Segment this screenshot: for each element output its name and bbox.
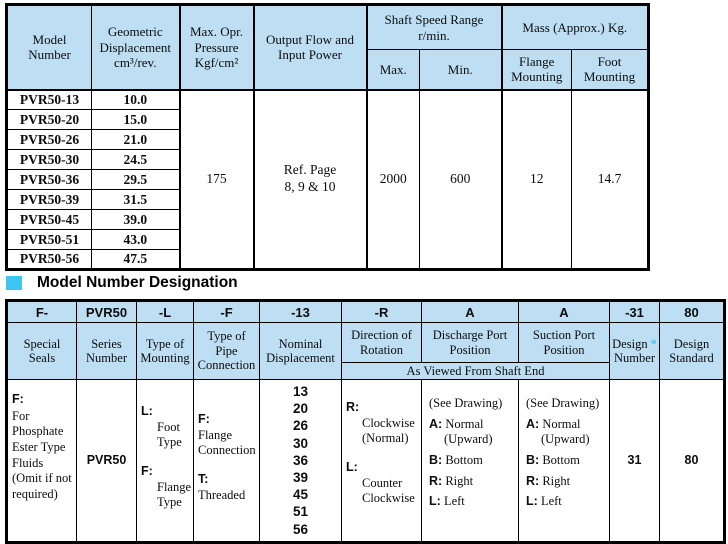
model-cell: PVR50-26 (7, 130, 92, 150)
label-nominal-displacement: Nominal Displacement (260, 323, 342, 380)
label-special-seals: Special Seals (7, 323, 77, 380)
code-cell: -13 (260, 301, 342, 323)
model-cell: PVR50-56 (7, 250, 92, 270)
port-option (526, 474, 605, 490)
see-drawing-note: (See Drawing) (526, 396, 600, 410)
port-option (526, 453, 605, 469)
shaft-max-cell: 2000 (367, 90, 420, 270)
pipe-connection-cell (194, 380, 260, 543)
displacement-cell: 21.0 (92, 130, 180, 150)
port-option-code: R: (526, 473, 540, 488)
header-max-pressure: Max. Opr. Pressure Kgf/cm² (180, 5, 254, 90)
displacement-cell: 47.5 (92, 250, 180, 270)
design-number-asterisk: * (650, 336, 657, 351)
port-option-continuation: (Upward) (541, 432, 590, 447)
port-option-label: Right (542, 473, 571, 488)
option-label: Flange Connection (198, 427, 256, 458)
header-model-number: Model Number (7, 5, 92, 90)
model-cell: PVR50-45 (7, 210, 92, 230)
displacement-cell: 29.5 (92, 170, 180, 190)
label-direction-of-rotation: Direction of Rotation (342, 323, 422, 363)
displacement-cell: 24.5 (92, 150, 180, 170)
displacement-option: 30 (292, 435, 309, 451)
port-option-label: Normal (445, 416, 484, 431)
port-option-label: Left (443, 494, 465, 509)
option-code: T: (198, 471, 209, 486)
port-option (429, 453, 514, 469)
port-option-continuation: (Upward) (444, 432, 493, 447)
header-shaft-speed-range: Shaft Speed Range r/min. (367, 5, 502, 50)
ref-page-line2: 8, 9 & 10 (284, 179, 336, 195)
header-foot-mounting: Foot Mounting (572, 50, 649, 90)
displacement-option: 45 (292, 487, 309, 503)
header-flange-mounting: Flange Mounting (502, 50, 572, 90)
displacement-option: 36 (292, 452, 309, 468)
spec-table-header (7, 5, 649, 90)
displacement-option: 26 (292, 418, 309, 434)
code-cell: -R (342, 301, 422, 323)
option-label: Foot Type (157, 419, 182, 450)
option-group (346, 460, 417, 507)
design-standard-cell: 80 (660, 380, 725, 543)
label-discharge-port: Discharge Port Position (422, 323, 519, 363)
designation-body-row (7, 380, 725, 543)
discharge-port-cell (422, 380, 519, 543)
port-option-code: B: (429, 452, 443, 467)
port-option-label: Bottom (445, 452, 483, 467)
nominal-displacement-cell (260, 380, 342, 543)
option-label: Clockwise (Normal) (362, 415, 415, 446)
designation-table (5, 299, 726, 544)
section-title: Model Number Designation (37, 274, 238, 291)
port-option-code: L: (526, 494, 538, 509)
port-option-code: L: (429, 494, 441, 509)
option-group (141, 463, 192, 511)
specifications-table (5, 3, 650, 271)
option-code: R: (346, 400, 360, 414)
header-shaft-min: Min. (420, 50, 502, 90)
model-cell: PVR50-39 (7, 190, 92, 210)
code-cell: F- (7, 301, 77, 323)
designation-header (7, 301, 725, 380)
label-pipe-connection: Type of Pipe Connection (194, 323, 260, 380)
code-cell: 80 (660, 301, 725, 323)
model-cell: PVR50-36 (7, 170, 92, 190)
port-option-code: B: (526, 452, 540, 467)
designation-code-row (7, 301, 725, 323)
label-series-number: Series Number (77, 323, 137, 380)
foot-mass-cell: 14.7 (572, 90, 649, 270)
label-suction-port: Suction Port Position (519, 323, 610, 363)
displacement-option: 39 (292, 470, 309, 486)
code-cell: A (519, 301, 610, 323)
port-option-code: A: (429, 416, 443, 431)
code-cell: -31 (610, 301, 660, 323)
code-cell: A (422, 301, 519, 323)
header-mass: Mass (Approx.) Kg. (502, 5, 649, 50)
label-design-number (610, 323, 660, 380)
displacement-option: 56 (292, 521, 309, 537)
seal-description: For Phosphate Ester Type Fluids (Omit if not required) (12, 408, 72, 501)
model-cell: PVR50-30 (7, 150, 92, 170)
series-number-cell: PVR50 (77, 380, 137, 543)
section-bullet-icon (6, 276, 22, 290)
label-type-of-mounting: Type of Mounting (137, 323, 194, 380)
code-cell: PVR50 (77, 301, 137, 323)
option-label: Counter Clockwise (362, 475, 415, 506)
header-shaft-max: Max. (367, 50, 420, 90)
header-output-flow: Output Flow and Input Power (254, 5, 367, 90)
flange-mass-cell: 12 (502, 90, 572, 270)
see-drawing-note: (See Drawing) (429, 396, 503, 410)
option-code: L: (141, 404, 153, 418)
port-option-label: Bottom (542, 452, 580, 467)
port-option (429, 474, 514, 490)
viewed-from-shaft-end-note: As Viewed From Shaft End (342, 363, 610, 380)
design-number-word: Design (612, 336, 648, 351)
section-heading (6, 274, 238, 292)
pressure-cell: 175 (180, 90, 254, 270)
model-cell: PVR50-13 (7, 90, 92, 110)
displacement-cell: 10.0 (92, 90, 180, 110)
port-option-label: Right (445, 473, 474, 488)
rotation-cell (342, 380, 422, 543)
seal-code: F: (12, 392, 24, 406)
port-option-code: R: (429, 473, 443, 488)
option-code: F: (141, 463, 153, 478)
model-cell: PVR50-20 (7, 110, 92, 130)
header-geometric-displacement: Geometric Displacement cm³/rev. (92, 5, 180, 90)
shaft-min-cell: 600 (420, 90, 502, 270)
table-row (7, 90, 649, 110)
output-flow-cell (254, 90, 367, 270)
mounting-cell (137, 380, 194, 543)
spec-table-body (7, 90, 649, 270)
port-option (526, 417, 605, 433)
suction-port-cell (519, 380, 610, 543)
port-option (429, 494, 514, 510)
model-cell: PVR50-51 (7, 230, 92, 250)
option-group (141, 404, 189, 451)
option-label: Flange Type (157, 479, 192, 510)
code-cell: -F (194, 301, 260, 323)
port-option-code: A: (526, 416, 540, 431)
port-option (429, 417, 514, 433)
port-option (526, 494, 605, 510)
ref-page-line1: Ref. Page (283, 162, 337, 178)
option-code: L: (346, 459, 358, 474)
code-cell: -L (137, 301, 194, 323)
option-group (198, 472, 255, 503)
option-code: F: (198, 412, 210, 426)
label-design-standard: Design Standard (660, 323, 725, 380)
displacement-cell: 39.0 (92, 210, 180, 230)
port-option-label: Left (540, 494, 562, 509)
displacement-option: 13 (292, 384, 309, 399)
option-label: Threaded (198, 487, 246, 502)
option-group (346, 400, 417, 447)
port-option-label: Normal (542, 416, 581, 431)
design-number-word2: Number (614, 351, 655, 365)
displacement-cell: 43.0 (92, 230, 180, 250)
special-seals-cell (7, 380, 77, 543)
displacement-option: 51 (292, 504, 309, 520)
design-number-cell: 31 (610, 380, 660, 543)
designation-body (7, 380, 725, 543)
displacement-option: 20 (292, 401, 309, 417)
displacement-cell: 15.0 (92, 110, 180, 130)
displacement-cell: 31.5 (92, 190, 180, 210)
option-group (198, 412, 255, 459)
